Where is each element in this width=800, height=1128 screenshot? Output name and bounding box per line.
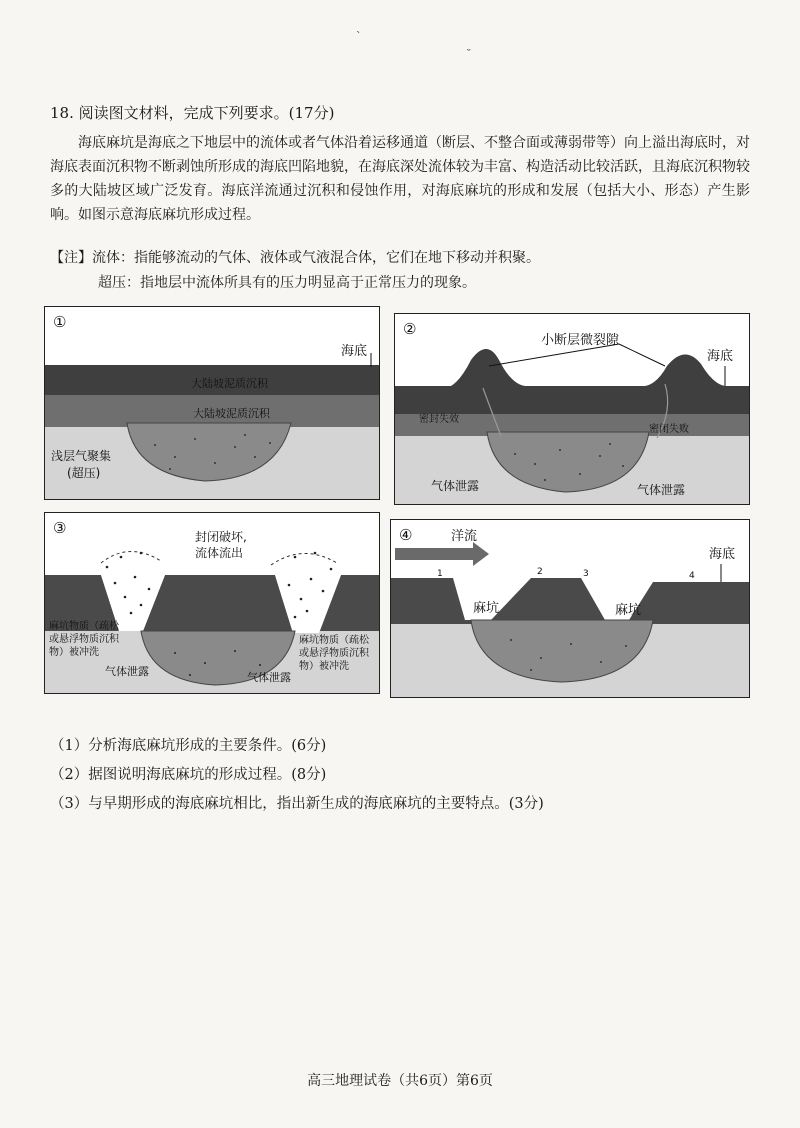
sub-question-3: （3）与早期形成的海底麻坑相比，指出新生成的海底麻坑的主要特点。(3分) (50, 796, 544, 812)
gas-leak-left-label: 气体泄露 (431, 479, 480, 493)
scan-mark: ˘ (466, 48, 472, 61)
current-label: 洋流 (451, 529, 478, 544)
note-fluid: 流体：指能够流动的气体、液体或气液混合体，它们在地下移动并积聚。 (92, 250, 540, 266)
fault-cracks-label: 小断层微裂隙 (541, 333, 620, 348)
seal-failure-right-label: 密闭失败 (649, 424, 689, 435)
sub-question-2: （2）据图说明海底麻坑的形成过程。(8分) (50, 767, 327, 783)
flushed-material-right-line3: 物）被冲洗 (299, 661, 349, 672)
overpressure-label: (超压) (67, 466, 101, 480)
flushed-material-left-line3: 物）被冲洗 (49, 647, 99, 658)
point-4: 4 (689, 571, 695, 581)
notes-block (50, 246, 540, 296)
sub-question-1: （1）分析海底麻坑形成的主要条件。(6分) (50, 738, 327, 754)
seabed-label: 海底 (707, 349, 734, 364)
scan-mark: ˋ (356, 30, 362, 43)
point-3: 3 (583, 569, 589, 579)
pit-left-label: 麻坑 (473, 601, 500, 616)
material-text: 海底麻坑是海底之下地层中的流体或者气体沿着运移通道（断层、不整合面或薄弱带等）向上溢出海底时，对海底表面沉积物不断剥蚀所形成的海底凹陷地貌，在海底深处流体较为丰富、构造活动比较活跃，且海底沉积物较多的大陆坡区域广泛发育。海底洋流通过沉积和侵蚀作用，对海底麻坑的形成和发展（包括大小、形态）产生影响。如图示意海底麻坑形成过程。 (50, 135, 750, 223)
flushed-material-left-line2: 或悬浮物质沉积 (49, 634, 119, 645)
gas-accumulation-label: 浅层气聚集 (51, 449, 112, 463)
note-prefix: 【注】 (50, 250, 92, 266)
seabed-label: 海底 (709, 547, 736, 562)
flushed-material-left-line1: 麻坑物质（疏松 (49, 621, 119, 632)
panel-number: ② (403, 320, 417, 338)
point-2: 2 (537, 567, 543, 577)
seabed-label: 海底 (341, 344, 368, 359)
note-overpressure: 超压：指地层中流体所具有的压力明显高于正常压力的现象。 (98, 275, 476, 291)
figure-panel-3 (44, 512, 380, 694)
gas-leak-right-label: 气体泄露 (637, 483, 686, 497)
figure-panel-1 (44, 306, 380, 500)
gas-leak-right-label: 气体泄露 (247, 671, 291, 684)
layer-top-label: 大陆坡泥质沉积 (191, 377, 268, 390)
flushed-material-right-line2: 或悬浮物质沉积 (299, 648, 369, 659)
point-1: 1 (437, 569, 443, 579)
question-prompt: 阅读图文材料，完成下列要求。(17分) (78, 104, 335, 122)
seal-broken-label: 封闭破坏, (195, 530, 247, 544)
layer-mid-label: 大陆坡泥质沉积 (193, 407, 270, 420)
gas-leak-left-label: 气体泄露 (105, 665, 149, 678)
flushed-material-right-line1: 麻坑物质（疏松 (299, 635, 369, 646)
figure-panel-2 (394, 313, 750, 505)
panel-number: ④ (399, 526, 413, 544)
seal-failure-left-label: 密封失效 (419, 414, 459, 425)
material-paragraph (50, 131, 750, 227)
panel-number: ① (53, 313, 67, 331)
question-title (50, 102, 334, 123)
question-number: 18. (50, 104, 74, 122)
sediment-layer (391, 578, 749, 624)
figure-panel-4 (390, 519, 750, 698)
pit-right-label: 麻坑 (615, 603, 642, 618)
page-footer: 高三地理试卷（共6页）第6页 (307, 1073, 493, 1089)
panel-number: ③ (53, 519, 67, 537)
fluid-outflow-label: 流体流出 (195, 546, 244, 560)
